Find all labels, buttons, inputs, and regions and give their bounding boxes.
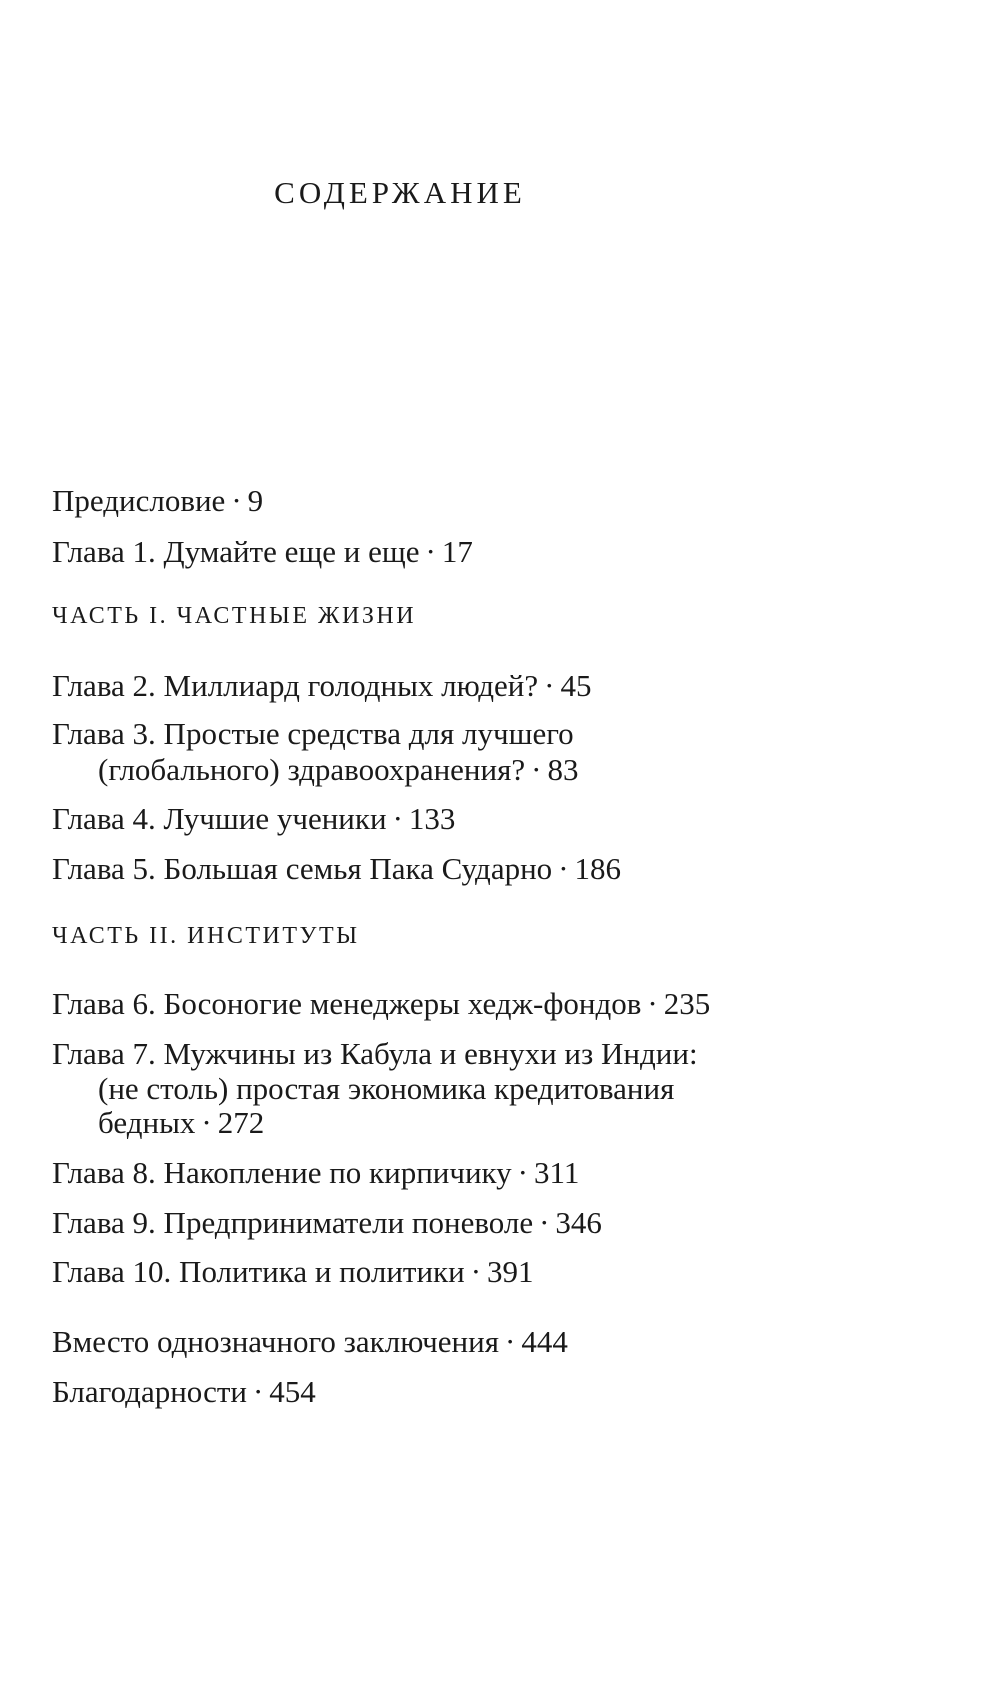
toc-entry-chapter-5 xyxy=(52,851,621,887)
separator-dot: · xyxy=(392,801,403,836)
toc-entry-chapter-9 xyxy=(52,1205,602,1241)
part-heading-2: ЧАСТЬ II. ИНСТИТУТЫ xyxy=(52,923,360,949)
separator-dot: · xyxy=(425,534,436,569)
entry-title: Глава 7. Мужчины из Кабула и евнухи из Индии: xyxy=(52,1036,698,1071)
part-heading-1: ЧАСТЬ I. ЧАСТНЫЕ ЖИЗНИ xyxy=(52,603,417,629)
entry-page: 311 xyxy=(534,1155,580,1190)
entry-title: Предисловие xyxy=(52,483,226,518)
entry-page: 444 xyxy=(521,1324,568,1359)
separator-dot: · xyxy=(504,1324,516,1359)
separator-dot: · xyxy=(470,1254,482,1289)
separator-dot: · xyxy=(647,986,658,1021)
toc-entry-chapter-8 xyxy=(52,1155,579,1191)
entry-title: Глава 3. Простые средства для лучшего xyxy=(52,716,574,751)
entry-page: 235 xyxy=(663,986,711,1021)
separator-dot: · xyxy=(231,483,242,518)
separator-dot: · xyxy=(539,1205,550,1240)
toc-entry-chapter-3-continued xyxy=(98,752,578,788)
toc-entry-acknowledgements xyxy=(52,1374,316,1410)
toc-entry-chapter-4 xyxy=(52,801,455,837)
separator-dot: · xyxy=(252,1374,264,1409)
page-title: СОДЕРЖАНИЕ xyxy=(274,175,526,210)
separator-dot: · xyxy=(517,1155,528,1190)
toc-entry-chapter-7-continued xyxy=(98,1071,674,1107)
separator-dot: · xyxy=(544,668,555,703)
entry-page: 83 xyxy=(547,752,579,787)
toc-entry-chapter-1 xyxy=(52,534,473,570)
entry-page: 186 xyxy=(574,851,622,886)
entry-title: Глава 6. Босоногие менеджеры хедж-фондов xyxy=(52,986,642,1021)
entry-title: бедных xyxy=(98,1105,196,1140)
entry-title: Глава 2. Миллиард голодных людей? xyxy=(52,668,539,703)
entry-title: Глава 8. Накопление по кирпичику xyxy=(52,1155,512,1190)
separator-dot: · xyxy=(531,752,542,787)
entry-title: Вместо однозначного заключения xyxy=(52,1324,499,1359)
entry-page: 346 xyxy=(555,1205,602,1240)
entry-title: Глава 1. Думайте еще и еще xyxy=(52,534,420,569)
entry-title: Глава 5. Большая семья Пака Сударно xyxy=(52,851,553,886)
entry-page: 133 xyxy=(408,801,456,836)
toc-entry-chapter-7-continued-2 xyxy=(98,1105,264,1141)
entry-title: Благодарности xyxy=(52,1374,247,1409)
entry-page: 45 xyxy=(560,668,592,703)
entry-title: Глава 4. Лучшие ученики xyxy=(52,801,387,836)
entry-page: 272 xyxy=(217,1105,265,1140)
entry-title: Глава 10. Политика и политики xyxy=(52,1254,465,1289)
toc-entry-conclusion xyxy=(52,1324,568,1360)
toc-entry-chapter-7 xyxy=(52,1036,698,1072)
entry-page: 17 xyxy=(441,534,473,569)
toc-entry-chapter-6 xyxy=(52,986,710,1022)
toc-entry-chapter-2 xyxy=(52,668,591,704)
entry-page: 9 xyxy=(247,483,264,518)
entry-title: (глобального) здравоохранения? xyxy=(98,752,526,787)
toc-entry-chapter-3 xyxy=(52,716,574,752)
separator-dot: · xyxy=(558,851,569,886)
entry-page: 391 xyxy=(487,1254,534,1289)
separator-dot: · xyxy=(201,1105,212,1140)
toc-entry-chapter-10 xyxy=(52,1254,534,1290)
entry-title: (не столь) простая экономика кредитования xyxy=(98,1071,675,1106)
entry-title: Глава 9. Предприниматели поневоле xyxy=(52,1205,534,1240)
toc-entry-preface xyxy=(52,483,263,519)
entry-page: 454 xyxy=(269,1374,316,1409)
